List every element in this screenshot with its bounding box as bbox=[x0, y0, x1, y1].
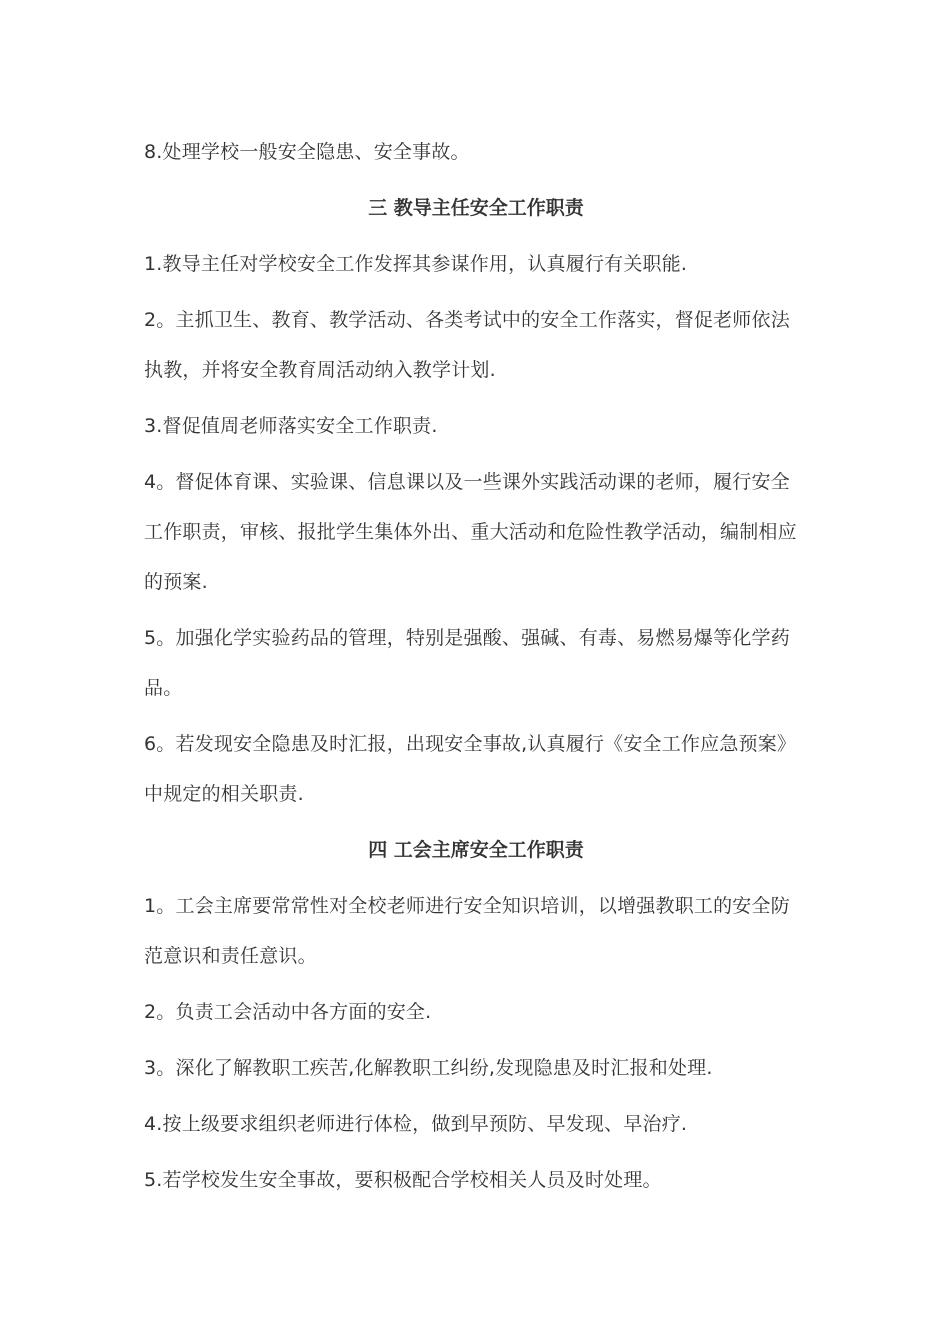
paragraph-item-6: 6。若发现安全隐患及时汇报，出现安全事故,认真履行《安全工作应急预案》中规定的相关职责. bbox=[144, 733, 797, 805]
section-heading-3: 三 教导主任安全工作职责 bbox=[368, 197, 584, 219]
paragraph-item-2: 2。负责工会活动中各方面的安全. bbox=[144, 1001, 432, 1023]
document-body bbox=[144, 127, 808, 1211]
paragraph-item-3: 3。深化了解教职工疾苦,化解教职工纠纷,发现隐患及时汇报和处理. bbox=[144, 1057, 713, 1079]
paragraph-item-8: 8.处理学校一般安全隐患、安全事故。 bbox=[144, 141, 470, 163]
paragraph-item-5: 5。加强化学实验药品的管理，特别是强酸、强碱、有毒、易燃易爆等化学药品。 bbox=[144, 627, 790, 699]
paragraph-item-4: 4。督促体育课、实验课、信息课以及一些课外实践活动课的老师，履行安全工作职责，审核、报批学生集体外出、重大活动和危险性教学活动，编制相应的预案. bbox=[144, 471, 797, 593]
paragraph-item-4: 4.按上级要求组织老师进行体检，做到早预防、早发现、早治疗. bbox=[144, 1113, 688, 1135]
paragraph-item-2: 2。主抓卫生、教育、教学活动、各类考试中的安全工作落实，督促老师依法执教，并将安全教育周活动纳入教学计划. bbox=[144, 309, 790, 381]
paragraph-item-3: 3.督促值周老师落实安全工作职责. bbox=[144, 415, 438, 437]
section-heading-4: 四 工会主席安全工作职责 bbox=[368, 839, 584, 861]
paragraph-item-5: 5.若学校发生安全事故，要积极配合学校相关人员及时处理。 bbox=[144, 1169, 662, 1191]
paragraph-item-1: 1.教导主任对学校安全工作发挥其参谋作用，认真履行有关职能. bbox=[144, 253, 688, 275]
paragraph-item-1: 1。工会主席要常常性对全校老师进行安全知识培训，以增强教职工的安全防范意识和责任意识。 bbox=[144, 895, 790, 967]
